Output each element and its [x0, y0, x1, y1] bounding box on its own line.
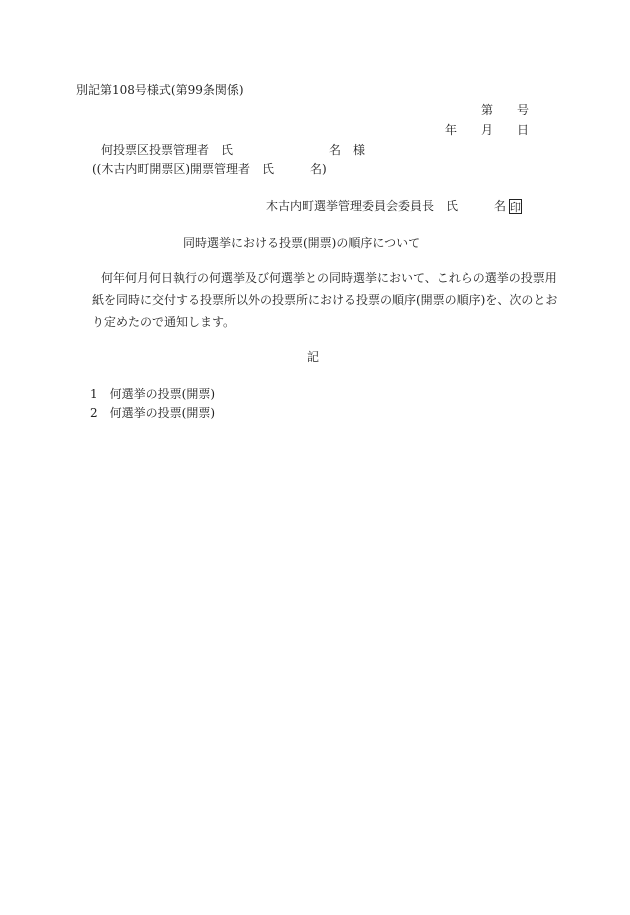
- item-number: 1: [90, 387, 98, 401]
- addressee-line-1: 何投票区投票管理者 氏 名 様: [101, 143, 366, 157]
- item-text: 何選挙の投票(開票): [109, 387, 216, 401]
- item-text: 何選挙の投票(開票): [109, 406, 216, 420]
- ki-heading: 記: [307, 350, 320, 364]
- list-item: [90, 386, 215, 402]
- seal-mark: 印: [510, 201, 522, 214]
- document-date: 年 月 日: [445, 123, 530, 137]
- document-number: 第 号: [481, 103, 530, 117]
- sender-name: 木古内町選挙管理委員会委員長 氏 名: [266, 199, 507, 213]
- body-paragraph: [92, 267, 557, 333]
- body-line-3: り定めたので通知します。: [92, 315, 236, 329]
- body-line-2: 紙を同時に交付する投票所以外の投票所における投票の順序(開票の順序)を、次のとお: [92, 293, 558, 307]
- item-number: 2: [90, 406, 98, 420]
- form-title: 別記第108号様式(第99条関係): [76, 83, 244, 97]
- document-subject: 同時選挙における投票(開票)の順序について: [183, 236, 421, 250]
- list-item: [90, 405, 215, 421]
- body-line-1: 何年何月何日執行の何選挙及び何選挙との同時選挙において、これらの選挙の投票用: [101, 271, 557, 285]
- addressee-line-2: ((木古内町開票区)開票管理者 氏 名): [92, 162, 327, 176]
- sender: [266, 198, 522, 214]
